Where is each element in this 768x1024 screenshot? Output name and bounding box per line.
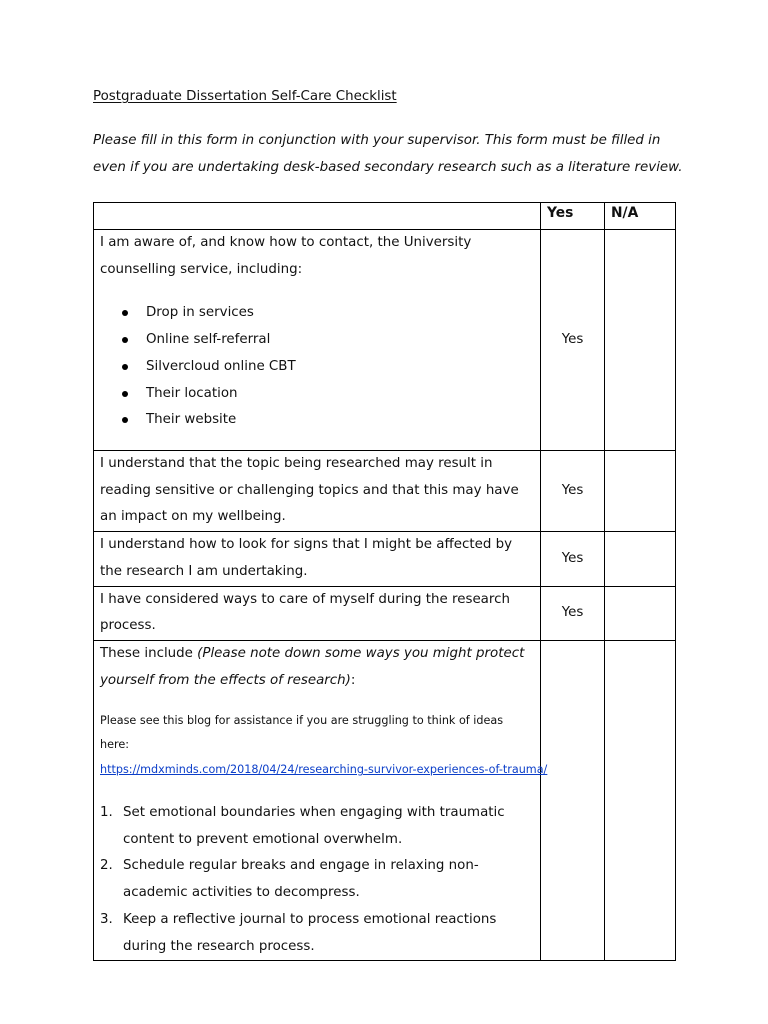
list-item: 2. Schedule regular breaks and engage in relaxing non-academic activities to decompress. [100,858,479,901]
table-row [94,640,676,960]
blog-link[interactable]: https://mdxminds.com/2018/04/24/researching-survivor-experiences-of-trauma/ [100,763,548,777]
list-item: Online self-referral [122,327,534,354]
row5-answer-na [605,640,676,960]
row3-answer-yes: Yes [541,532,605,586]
table-row [94,586,676,640]
counselling-bullet-list [100,300,534,434]
row2-answer-na [605,451,676,532]
list-item: 1. Set emotional boundaries when engaging with traumatic content to prevent emotional overwhelm. [100,805,505,847]
row1-answer-yes: Yes [541,230,605,451]
bullet-icon [122,310,128,316]
bullet-icon [122,337,128,343]
row2-text: I understand that the topic being researched may result in reading sensitive or challenging topics and that this may have an impact on my wellbeing. [94,451,541,532]
bullet-icon [122,364,128,370]
self-care-steps [100,800,534,960]
row1-text: I am aware of, and know how to contact, the University counselling service, including: [100,235,472,277]
row3-answer-na [605,532,676,586]
row5-answer-yes [541,640,605,960]
blog-note: Please see this blog for assistance if you are struggling to think of ideas here: [100,714,504,752]
row1-answer-na [605,230,676,451]
row4-text: I have considered ways to care of myself during the research process. [94,586,541,640]
header-na: N/A [605,203,676,230]
bullet-icon [122,417,128,423]
intro-text: Please fill in this form in conjunction with your supervisor. This form must be filled in even if you are undertaking desk-based secondary research such as a literature review. [93,133,683,175]
table-header-row [94,203,676,230]
table-row [94,532,676,586]
list-item: 3. Keep a reflective journal to process emotional reactions during the research process. [100,911,497,954]
list-item: Their website [122,407,534,434]
row2-answer-yes: Yes [541,451,605,532]
list-item: Their location [122,381,534,408]
list-item: Drop in services [122,300,534,327]
header-blank [94,203,541,230]
row4-answer-na [605,586,676,640]
table-row [94,451,676,532]
checklist-table [93,202,676,961]
row4-answer-yes: Yes [541,586,605,640]
table-row [94,230,676,451]
row5-lead: These include (Please note down some ways you might protect yourself from the effects of research): [100,645,525,688]
header-yes: Yes [541,203,605,230]
list-item: Silvercloud online CBT [122,354,534,381]
bullet-icon [122,391,128,397]
row3-text: I understand how to look for signs that I might be affected by the research I am undertaking. [94,532,541,586]
page-title: Postgraduate Dissertation Self-Care Checklist [93,89,397,104]
